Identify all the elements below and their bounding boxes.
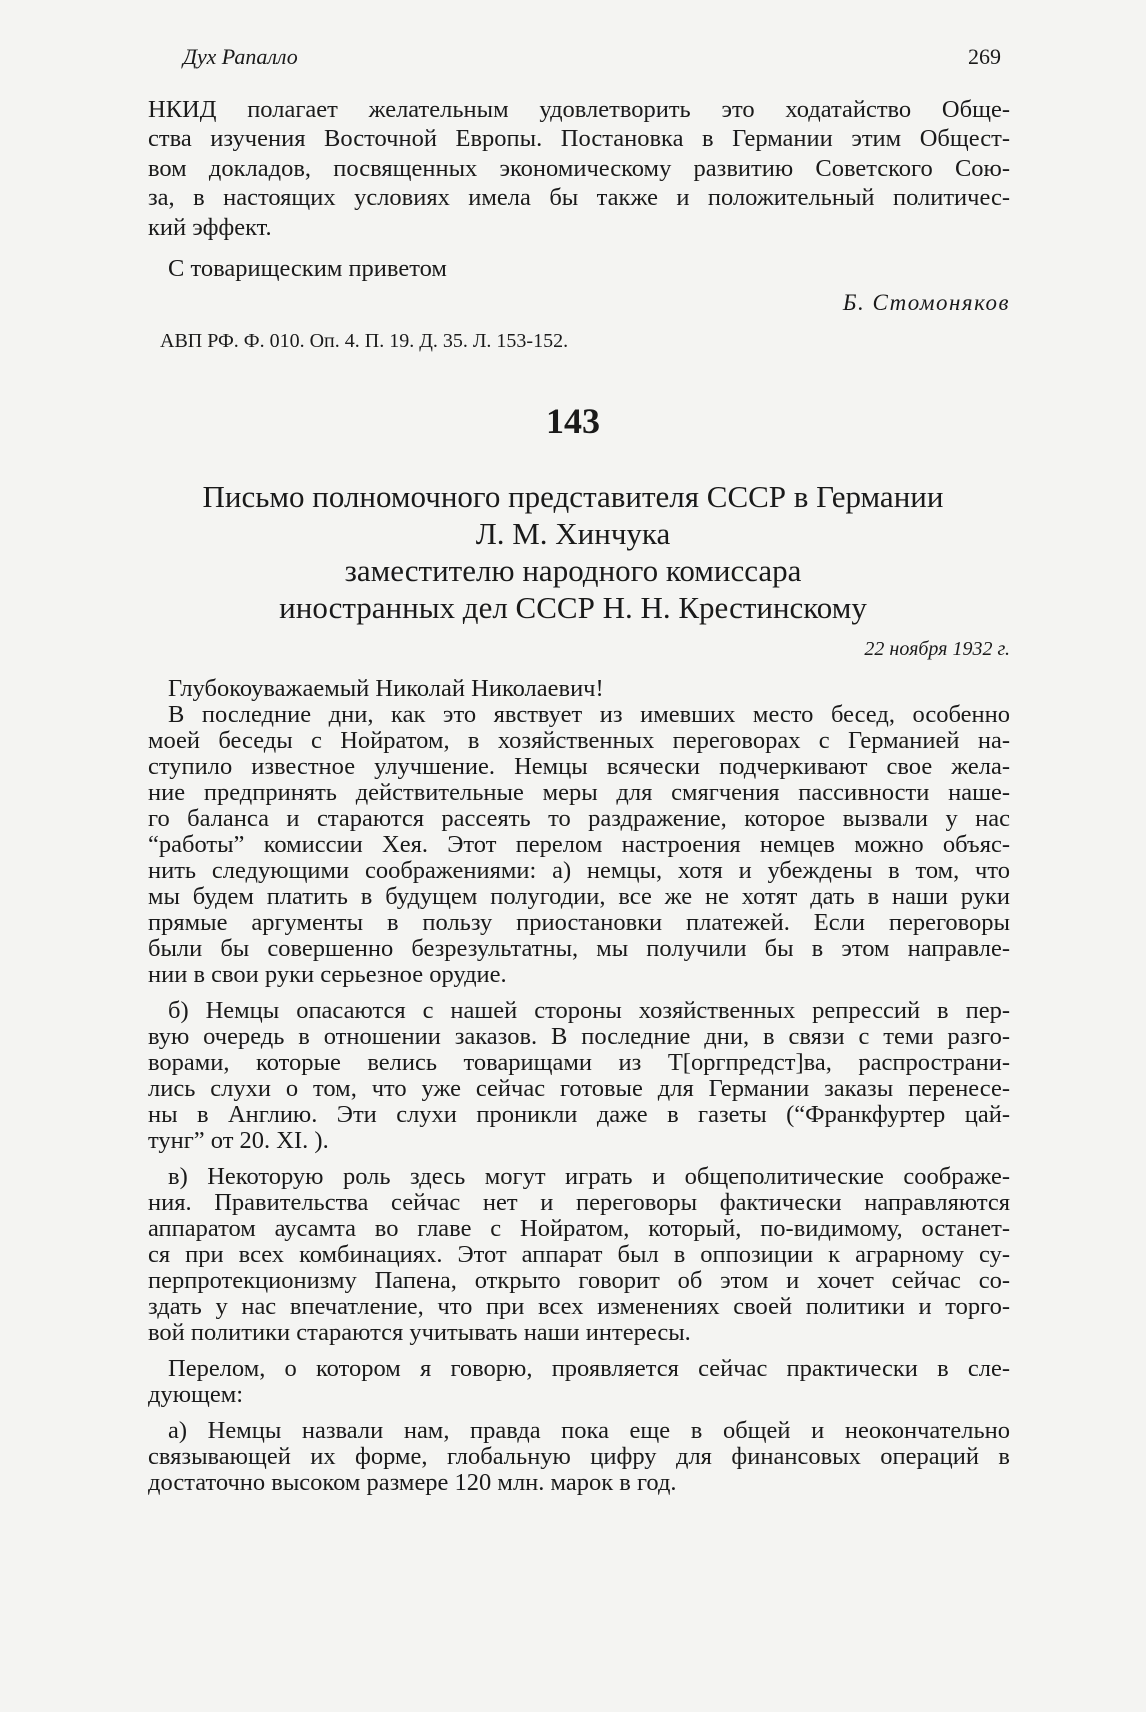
document-title (100, 478, 1046, 626)
text-line: “работы” комиссии Хея. Этот перелом настроения немцев можно объяс- (148, 831, 1010, 858)
text-line: го баланса и стараются рассеять то раздражение, которое вызвали у нас (148, 805, 1010, 832)
text-line: прямые аргументы в пользу приостановки платежей. Если переговоры (148, 909, 1010, 936)
text-line: ние предпринять действительные меры для смягчения пассивности наше- (148, 779, 1010, 806)
text-line: дующем: (148, 1381, 244, 1408)
text-line: ны в Англию. Эти слухи проникли даже в газеты (“Франкфуртер цай- (148, 1101, 1010, 1128)
text-line: кий эффект. (148, 213, 272, 241)
text-line: а) Немцы назвали нам, правда пока еще в общей и неокончательно (168, 1417, 1010, 1444)
text-line: в) Некоторую роль здесь могут играть и общеполитические соображе- (168, 1163, 1010, 1190)
text-line: тунг” от 20. XI. ). (148, 1127, 329, 1154)
paragraph-1 (148, 702, 1010, 988)
text-line: ся при всех комбинациях. Этот аппарат был в оппозиции к аграрному су- (148, 1241, 1010, 1268)
paragraph-3 (148, 1164, 1010, 1346)
text-line: за, в настоящих условиях имела бы также и положительный политичес- (148, 184, 1010, 212)
text-line: нии в свои руки серьезное орудие. (148, 961, 507, 988)
paragraph-5 (148, 1418, 1010, 1496)
text-line: вую очередь в отношении заказов. В последние дни, в связи с теми разго- (148, 1023, 1010, 1050)
archive-reference: АВП РФ. Ф. 010. Оп. 4. П. 19. Д. 35. Л. 153-152. (160, 330, 569, 352)
text-line: НКИД полагает желательным удовлетворить это ходатайство Обще- (148, 96, 1010, 123)
text-line: лись слухи о том, что уже сейчас готовые для Германии заказы перенесе- (148, 1075, 1010, 1102)
previous-document-text (148, 95, 1010, 242)
text-line: вой политики стараются учитывать наши интересы. (148, 1319, 691, 1346)
text-line: моей беседы с Нойратом, в хозяйственных переговорах с Германией на- (148, 727, 1010, 754)
text-line: перпротекционизму Папена, открыто говорит об этом и хочет сейчас со- (148, 1267, 1010, 1294)
paragraph-2 (148, 998, 1010, 1154)
text-line: ступило известное улучшение. Немцы всячески подчеркивают свое жела- (148, 753, 1010, 780)
page-number: 269 (968, 44, 1001, 69)
running-title: Дух Рапалло (183, 44, 298, 69)
text-line: нить следующими соображениями: а) немцы, хотя и убеждены в том, что (148, 857, 1010, 884)
text-line: ворами, которые велись товарищами из Т[оргпредст]ва, распространи- (148, 1049, 1010, 1076)
text-line: были бы совершенно безрезультатны, мы получили бы в этом направле- (148, 935, 1010, 962)
text-line: б) Немцы опасаются с нашей стороны хозяйственных репрессий в пер- (168, 997, 1010, 1024)
document-date: 22 ноября 1932 г. (864, 638, 1010, 660)
text-line: Перелом, о котором я говорю, проявляется сейчас практически в сле- (168, 1355, 1010, 1382)
text-line: здать у нас впечатление, что при всех изменениях своей политики и торго- (148, 1293, 1010, 1320)
text-line: вом докладов, посвященных экономическому развитию Советского Сою- (148, 154, 1010, 182)
text-line: В последние дни, как это явствует из имевших место бесед, особенно (168, 701, 1010, 728)
text-line: достаточно высоком размере 120 млн. марок в год. (148, 1469, 677, 1496)
text-line: ния. Правительства сейчас нет и переговоры фактически направляются (148, 1189, 1010, 1216)
letter-body (148, 676, 1010, 1506)
signature: Б. Стомоняков (842, 290, 1010, 315)
title-line: Письмо полномочного представителя СССР в Германии (202, 479, 944, 514)
title-line: заместителю народного комиссара (344, 553, 802, 588)
text-line: ства изучения Восточной Европы. Постановка в Германии этим Общест- (148, 125, 1010, 153)
text-line: мы будем платить в будущем полугодии, все же не хотят дать в наши руки (148, 883, 1010, 910)
title-line: иностранных дел СССР Н. Н. Крестинскому (279, 590, 867, 625)
paragraph-4 (148, 1356, 1010, 1408)
title-line: Л. М. Хинчука (475, 516, 671, 551)
text-line: связывающей их форме, глобальную цифру для финансовых операций в (148, 1443, 1010, 1470)
text-line: аппаратом аусамта во главе с Нойратом, который, по-видимому, останет- (148, 1215, 1010, 1242)
closing: С товарищеским приветом (168, 255, 447, 282)
document-number: 143 (546, 401, 600, 441)
greeting: Глубокоуважаемый Николай Николаевич! (168, 675, 604, 702)
